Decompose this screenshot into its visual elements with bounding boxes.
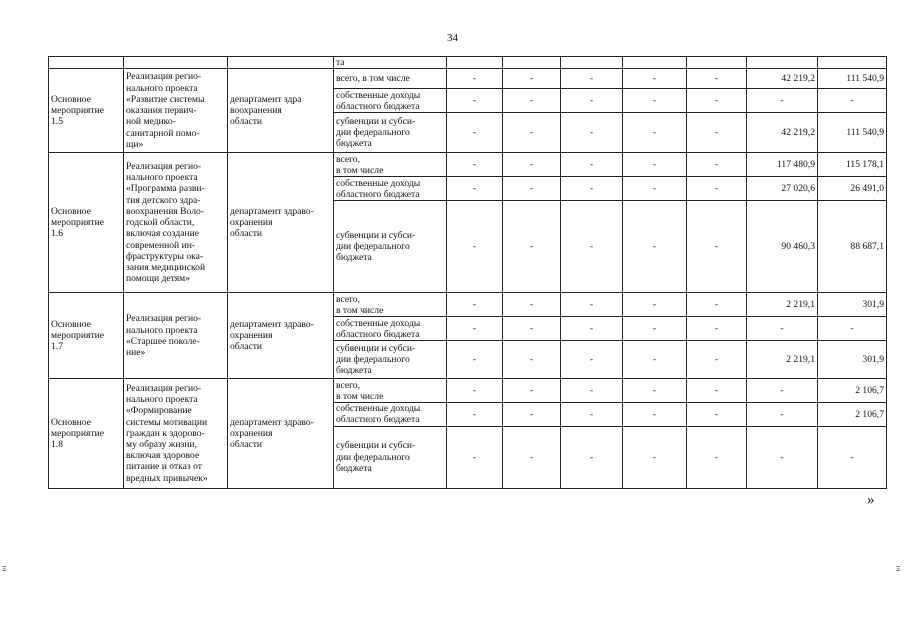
value-cell: - bbox=[503, 177, 561, 201]
value-cell: - bbox=[687, 177, 747, 201]
measure-cell: Основное мероприятие 1.5 bbox=[49, 69, 124, 153]
project-cell: Реализация регио- нального проекта «Развитие системы оказания первич- ной медико- санитарной помо- щи» bbox=[124, 69, 228, 153]
measure-cell: Основное мероприятие 1.6 bbox=[49, 153, 124, 293]
value-cell: - bbox=[503, 153, 561, 177]
value-cell: - bbox=[747, 426, 818, 488]
value-cell: - bbox=[561, 177, 623, 201]
value-cell: - bbox=[561, 403, 623, 426]
value-cell: - bbox=[561, 317, 623, 341]
department-cell: департамент здраво- охранения области bbox=[228, 379, 334, 488]
source-cell: всего, в том числе bbox=[334, 153, 447, 177]
table-row bbox=[49, 379, 887, 403]
value-cell: - bbox=[687, 113, 747, 153]
value-cell: - bbox=[623, 153, 687, 177]
value-cell bbox=[747, 57, 818, 69]
binding-mark-right: Ξ bbox=[896, 565, 901, 573]
source-cell: всего, в том числе bbox=[334, 69, 447, 89]
value-cell: - bbox=[687, 89, 747, 113]
source-cell: субвенции и субси- дии федерального бюджета bbox=[334, 426, 447, 488]
binding-mark-left: Ξ bbox=[2, 565, 7, 573]
value-cell: - bbox=[561, 153, 623, 177]
value-cell: - bbox=[447, 69, 503, 89]
value-cell: - bbox=[561, 341, 623, 379]
value-cell: 111 540,9 bbox=[818, 69, 887, 89]
source-cell: субвенции и субси- дии федерального бюджета bbox=[334, 113, 447, 153]
value-cell: 2 106,7 bbox=[818, 379, 887, 403]
value-cell: - bbox=[623, 293, 687, 317]
source-cell: всего, в том числе bbox=[334, 293, 447, 317]
value-cell: 2 219,1 bbox=[747, 341, 818, 379]
value-cell: - bbox=[503, 69, 561, 89]
value-cell: 90 460,3 bbox=[747, 201, 818, 293]
table-row bbox=[49, 57, 887, 69]
value-cell: 301,9 bbox=[818, 293, 887, 317]
value-cell: 2 106,7 bbox=[818, 403, 887, 426]
value-cell: - bbox=[447, 403, 503, 426]
value-cell: 115 178,1 bbox=[818, 153, 887, 177]
value-cell: - bbox=[623, 379, 687, 403]
value-cell bbox=[447, 57, 503, 69]
value-cell: - bbox=[447, 89, 503, 113]
value-cell: - bbox=[687, 379, 747, 403]
value-cell bbox=[561, 57, 623, 69]
value-cell: 301,9 bbox=[818, 341, 887, 379]
value-cell: - bbox=[623, 113, 687, 153]
page-number: 34 bbox=[447, 32, 458, 44]
value-cell: 2 219,1 bbox=[747, 293, 818, 317]
value-cell: - bbox=[687, 317, 747, 341]
value-cell: - bbox=[623, 177, 687, 201]
value-cell: 111 540,9 bbox=[818, 113, 887, 153]
project-cell: Реализация регио- нального проекта «Программа разви- тия детского здра- воохранения Воло- годской области, включая создание современной ин- фраструктуры ока- зания медицинской помощи детям» bbox=[124, 153, 228, 293]
source-cell: собственные доходы областного бюджета bbox=[334, 177, 447, 201]
value-cell: - bbox=[447, 201, 503, 293]
value-cell: 117 480,9 bbox=[747, 153, 818, 177]
value-cell: - bbox=[447, 317, 503, 341]
closing-quote: » bbox=[867, 492, 875, 508]
table-row bbox=[49, 69, 887, 89]
value-cell: - bbox=[561, 379, 623, 403]
value-cell: - bbox=[818, 426, 887, 488]
value-cell: - bbox=[447, 177, 503, 201]
value-cell: - bbox=[623, 403, 687, 426]
value-cell: 88 687,1 bbox=[818, 201, 887, 293]
source-cell: субвенции и субси- дии федерального бюджета bbox=[334, 201, 447, 293]
value-cell: - bbox=[447, 293, 503, 317]
department-cell bbox=[228, 57, 334, 69]
budget-table bbox=[48, 56, 887, 489]
value-cell: - bbox=[503, 201, 561, 293]
value-cell: - bbox=[561, 113, 623, 153]
department-cell: департамент здра воохранения области bbox=[228, 69, 334, 153]
project-cell bbox=[124, 57, 228, 69]
value-cell: - bbox=[687, 201, 747, 293]
value-cell: 27 020,6 bbox=[747, 177, 818, 201]
source-cell: собственные доходы областного бюджета bbox=[334, 317, 447, 341]
value-cell: - bbox=[687, 69, 747, 89]
value-cell: - bbox=[623, 426, 687, 488]
value-cell: - bbox=[503, 341, 561, 379]
value-cell: - bbox=[561, 293, 623, 317]
value-cell: - bbox=[687, 426, 747, 488]
value-cell: - bbox=[503, 113, 561, 153]
source-cell: собственные доходы областного бюджета bbox=[334, 89, 447, 113]
value-cell: - bbox=[447, 341, 503, 379]
value-cell: - bbox=[818, 317, 887, 341]
value-cell: 26 491,0 bbox=[818, 177, 887, 201]
value-cell bbox=[818, 57, 887, 69]
value-cell: - bbox=[623, 317, 687, 341]
value-cell: - bbox=[447, 153, 503, 177]
value-cell: - bbox=[818, 89, 887, 113]
value-cell: - bbox=[623, 69, 687, 89]
value-cell: - bbox=[503, 293, 561, 317]
value-cell: - bbox=[447, 426, 503, 488]
value-cell: - bbox=[503, 379, 561, 403]
source-cell: собственные доходы областного бюджета bbox=[334, 403, 447, 426]
department-cell: департамент здраво- охранения области bbox=[228, 293, 334, 379]
source-cell: субвенции и субси- дии федерального бюджета bbox=[334, 341, 447, 379]
source-cell: та bbox=[334, 57, 447, 69]
value-cell: - bbox=[687, 153, 747, 177]
measure-cell: Основное мероприятие 1.8 bbox=[49, 379, 124, 488]
value-cell bbox=[623, 57, 687, 69]
value-cell: 42 219,2 bbox=[747, 113, 818, 153]
value-cell: - bbox=[747, 403, 818, 426]
value-cell: - bbox=[561, 89, 623, 113]
measure-cell: Основное мероприятие 1.7 bbox=[49, 293, 124, 379]
value-cell: - bbox=[503, 317, 561, 341]
value-cell: - bbox=[623, 89, 687, 113]
value-cell: - bbox=[747, 89, 818, 113]
value-cell: - bbox=[687, 403, 747, 426]
table-row bbox=[49, 153, 887, 177]
value-cell: - bbox=[447, 113, 503, 153]
table-row bbox=[49, 293, 887, 317]
value-cell: - bbox=[503, 403, 561, 426]
value-cell: - bbox=[503, 89, 561, 113]
value-cell: - bbox=[623, 341, 687, 379]
department-cell: департамент здраво- охранения области bbox=[228, 153, 334, 293]
value-cell: - bbox=[747, 379, 818, 403]
value-cell: - bbox=[503, 426, 561, 488]
value-cell: - bbox=[561, 426, 623, 488]
value-cell: - bbox=[687, 293, 747, 317]
project-cell: Реализация регио- нального проекта «Старшее поколе- ние» bbox=[124, 293, 228, 379]
source-cell: всего, в том числе bbox=[334, 379, 447, 403]
value-cell bbox=[503, 57, 561, 69]
measure-cell bbox=[49, 57, 124, 69]
value-cell: - bbox=[561, 69, 623, 89]
value-cell: - bbox=[623, 201, 687, 293]
project-cell: Реализация регио- нального проекта «Формирование системы мотивации граждан к здорово- му образу жизни, включая здоровое питание и отказ от вредных привычек» bbox=[124, 379, 228, 488]
value-cell: - bbox=[447, 379, 503, 403]
value-cell bbox=[687, 57, 747, 69]
value-cell: - bbox=[747, 317, 818, 341]
value-cell: 42 219,2 bbox=[747, 69, 818, 89]
value-cell: - bbox=[561, 201, 623, 293]
value-cell: - bbox=[687, 341, 747, 379]
